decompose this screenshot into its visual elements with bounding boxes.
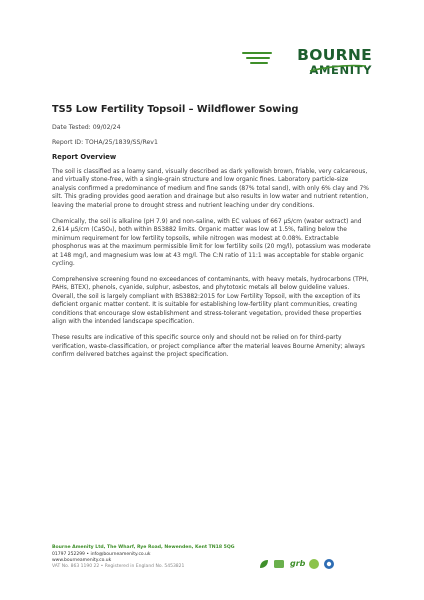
leaf-certification-icon [258, 558, 270, 570]
bourne-amenity-logo [242, 48, 372, 76]
logo-word-amenity: AMENITY [309, 63, 372, 77]
report-id: Report ID: TOHA/25/1839/SS/Rev1 [52, 138, 158, 146]
overview-paragraph: Chemically, the soil is alkaline (pH 7.9) and non-saline, with EC values of 667 µS/cm (water extract) and 2,614 µS/cm (CaSO₄), both within BS3882 limits. Organic matter was low at 1.5%, falling below the minimum requirement for low fertility topsoils, while nitrogen was modest at 0.08%. Extractable phosphorus was at the maximum permissible limit for low fertility soils (20 mg/l), potassium was moderate at 148 mg/l, and magnesium was low at 43 mg/l. The C:N ratio of 11:1 was acceptable for stable organic cycling. [52, 217, 371, 268]
company-registration: VAT No. 863 1190 22 • Registered in England No. 5453821 [52, 564, 185, 570]
website: www.bourneamenity.co.uk [52, 557, 112, 563]
contact-details: 01797 252299 • info@bourneamenity.co.uk [52, 551, 151, 557]
overview-paragraph: The soil is classified as a loamy sand, visually described as dark yellowish brown, friable, very calcareous, and virtually stone-free, with a single-grain structure and low organic fines. Laboratory particle-size analysis confirmed a predominance of medium and fine sands (87% total sand), with only 6% clay and 7% silt. This grading provides good aeration and drainage but also results in low water and nutrient retention, leaving the material prone to drought stress and nutrient leaching under dry conditions. [52, 168, 369, 209]
report-body [52, 104, 374, 367]
quality-badge-icon [323, 558, 335, 570]
overview-paragraph: Comprehensive screening found no exceedances of contaminants, with heavy metals, hydrocarbons (TPH, PAHs, BTEX), phenols, cyanide, sulphur, asbestos, and phytotoxic metals all below guideline values. Overall, the soil is largely compliant with BS3882:2015 for Low Fertility Topsoil, with the exception of its deficient organic matter content. It is suitable for establishing low-fertility plant communities, creating conditions that encourage slow establishment and stress-tolerant vegetation, provided these properties align with the intended landscape specification. [52, 275, 369, 326]
section-heading-overview: Report Overview [52, 153, 117, 161]
logo-swoosh-icon [308, 63, 368, 73]
logo-speed-lines [242, 52, 272, 67]
report-title: TS5 Low Fertility Topsoil – Wildflower Sowing [52, 104, 299, 115]
overview-paragraph: These results are indicative of this specific source only and should not be relied on for third-party verification, waste-classification, or project compliance after the material leaves Bourne Amenity; always confirm delivered batches against the project specification. [52, 334, 365, 359]
eco-badge-icon [273, 558, 285, 570]
green-badge-icon [308, 558, 320, 570]
logo-word-bourne: BOURNE [297, 46, 372, 64]
company-address: Bourne Amenity Ltd, The Wharf, Rye Road, Newenden, Kent TN18 5QG [52, 545, 235, 550]
accreditation-logos [258, 558, 378, 572]
grb-badge: grb [290, 559, 306, 568]
date-tested: Date Tested: 09/02/24 [52, 124, 121, 131]
